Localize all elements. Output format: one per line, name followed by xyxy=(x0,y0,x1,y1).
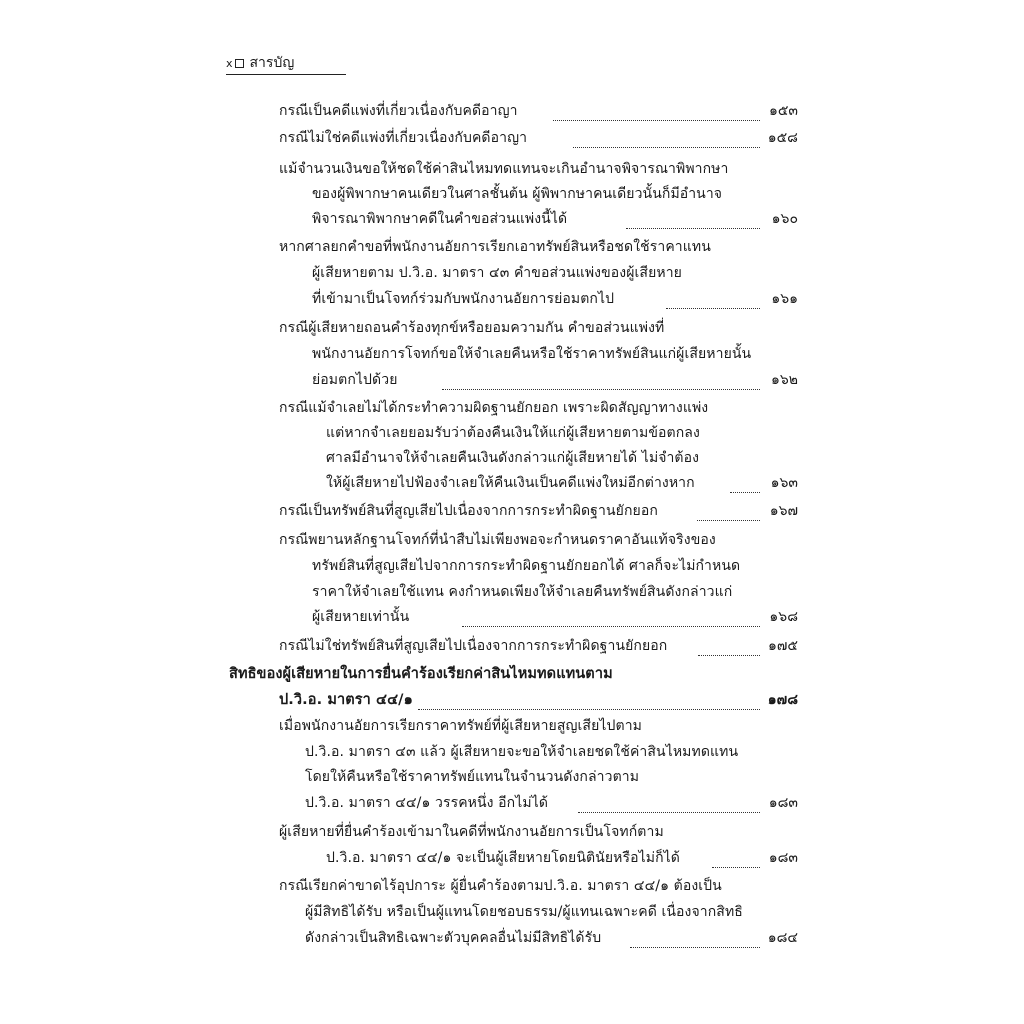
dot-leader xyxy=(553,100,760,121)
toc-entry-text: ป.วิ.อ. มาตรา ๔๔/๑ จะเป็นผู้เสียหายโดยนิตินัยหรือไม่ก็ได้ xyxy=(326,850,680,866)
toc-page-number: ๑๖๑ xyxy=(771,291,798,307)
toc-entry-text: ของผู้พิพากษาคนเดียวในศาลชั้นต้น ผู้พิพากษาคนเดียวนั้นก็มีอำนาจ xyxy=(312,186,723,202)
toc-page-number: ๑๖๒ xyxy=(770,372,798,388)
dot-leader xyxy=(578,792,760,813)
toc-entry-text: ที่เข้ามาเป็นโจทก์ร่วมกับพนักงานอัยการย่อมตกไป xyxy=(312,291,615,307)
toc-entry-text: ผู้เสียหายตาม ป.วิ.อ. มาตรา ๔๓ คำขอส่วนแพ่งของผู้เสียหาย xyxy=(312,265,682,281)
toc-page-number: ๑๗๕ xyxy=(767,638,798,654)
toc-entry-text: แม้จำนวนเงินขอให้ชดใช้ค่าสินไหมทดแทนจะเกินอำนาจพิจารณาพิพากษา xyxy=(279,161,729,177)
toc-entry-text: ผู้เสียหายที่ยื่นคำร้องเข้ามาในคดีที่พนักงานอัยการเป็นโจทก์ตาม xyxy=(279,824,664,840)
toc-entry-text: กรณีเรียกค่าขาดไร้อุปการะ ผู้ยื่นคำร้องตามป.วิ.อ. มาตรา ๔๔/๑ ต้องเป็น xyxy=(279,878,722,894)
toc-entry-text: ผู้เสียหายเท่านั้น xyxy=(312,609,410,625)
toc-entry-text: ศาลมีอำนาจให้จำเลยคืนเงินดังกล่าวแก่ผู้เสียหายได้ ไม่จำต้อง xyxy=(326,450,700,466)
toc-page-number: ๑๖๐ xyxy=(771,211,798,227)
section-heading: สิทธิของผู้เสียหายในการยื่นคำร้องเรียกค่าสินไหมทดแทนตาม xyxy=(229,666,613,682)
toc-entry-text: ผู้มีสิทธิได้รับ หรือเป็นผู้แทนโดยชอบธรรม/ผู้แทนเฉพาะคดี เนื่องจากสิทธิ xyxy=(305,904,743,920)
toc-entry-text: กรณีเป็นทรัพย์สินที่สูญเสียไปเนื่องจากการกระทำผิดฐานยักยอก xyxy=(279,503,658,519)
dot-leader xyxy=(462,606,760,627)
toc-entry-text: ป.วิ.อ. มาตรา ๔๔/๑ วรรคหนึ่ง อีกไม่ได้ xyxy=(305,795,549,811)
toc-page-number: ๑๖๗ xyxy=(769,503,798,519)
toc-entry-text: ทรัพย์สินที่สูญเสียไปจากการกระทำผิดฐานยักยอกได้ ศาลก็จะไม่กำหนด xyxy=(312,558,741,574)
toc-entry-text: พิจารณาพิพากษาคดีในคำขอส่วนแพ่งนี้ได้ xyxy=(312,211,568,227)
toc-entry-text: โดยให้คืนหรือใช้ราคาทรัพย์แทนในจำนวนดังกล่าวตาม xyxy=(305,769,640,785)
toc-entry-text: กรณีเป็นคดีแพ่งที่เกี่ยวเนื่องกับคดีอาญา xyxy=(279,103,518,119)
toc-entry-text: กรณีไม่ใช่ทรัพย์สินที่สูญเสียไปเนื่องจากการกระทำผิดฐานยักยอก xyxy=(279,638,668,654)
toc-page-number: ๑๘๔ xyxy=(767,930,798,946)
toc-entry-text: แต่หากจำเลยยอมรับว่าต้องคืนเงินให้แก่ผู้เสียหายตามข้อตกลง xyxy=(326,425,700,441)
header-title: สารบัญ xyxy=(249,55,295,71)
toc-entry-text: กรณีพยานหลักฐานโจทก์ที่นำสืบไม่เพียงพอจะกำหนดราคาอันแท้จริงของ xyxy=(279,532,716,548)
toc-page-number: ๑๕๓ xyxy=(768,103,798,119)
toc-page-number: ๑๘๓ xyxy=(768,850,798,866)
section-heading: ป.วิ.อ. มาตรา ๔๔/๑ xyxy=(279,692,413,708)
toc-entry-text: พนักงานอัยการโจทก์ขอให้จำเลยคืนหรือใช้ราคาทรัพย์สินแก่ผู้เสียหายนั้น xyxy=(312,346,752,362)
toc-page-number: ๑๖๘ xyxy=(769,609,798,625)
dot-leader xyxy=(442,369,760,390)
toc-entry-text: หากศาลยกคำขอที่พนักงานอัยการเรียกเอาทรัพย์สินหรือชดใช้ราคาแทน xyxy=(279,239,711,255)
toc-entry-text: ราคาให้จำเลยใช้แทน คงกำหนดเพียงให้จำเลยคืนทรัพย์สินดังกล่าวแก่ xyxy=(312,584,733,600)
toc-entry-text: กรณีแม้จำเลยไม่ได้กระทำความผิดฐานยักยอก เพราะผิดสัญญาทางแพ่ง xyxy=(279,400,709,416)
toc-page-number: ๑๗๘ xyxy=(767,692,798,708)
toc-page-number: ๑๖๓ xyxy=(770,475,798,491)
dot-leader xyxy=(418,689,760,710)
toc-page-number: ๑๕๘ xyxy=(767,130,798,146)
toc-entry-text: ให้ผู้เสียหายไปฟ้องจำเลยให้คืนเงินเป็นคดีแพ่งใหม่อีกต่างหาก xyxy=(326,475,695,491)
page-number-roman: x xyxy=(226,56,233,70)
toc-entry-text: ป.วิ.อ. มาตรา ๔๓ แล้ว ผู้เสียหายจะขอให้จำเลยชดใช้ค่าสินไหมทดแทน xyxy=(305,744,739,760)
dot-leader xyxy=(573,127,760,148)
toc-entry-text: เมื่อพนักงานอัยการเรียกราคาทรัพย์ที่ผู้เสียหายสูญเสียไปตาม xyxy=(279,718,642,734)
toc-page-number: ๑๘๓ xyxy=(768,795,798,811)
toc-entry-text: กรณีผู้เสียหายถอนคำร้องทุกข์หรือยอมความกัน คำขอส่วนแพ่งที่ xyxy=(279,320,665,336)
toc-entry-text: ดังกล่าวเป็นสิทธิเฉพาะตัวบุคคลอื่นไม่มีสิทธิได้รับ xyxy=(305,930,602,946)
toc-entry-text: กรณีไม่ใช่คดีแพ่งที่เกี่ยวเนื่องกับคดีอาญา xyxy=(279,130,528,146)
toc-entry-text: ย่อมตกไปด้วย xyxy=(312,372,398,388)
